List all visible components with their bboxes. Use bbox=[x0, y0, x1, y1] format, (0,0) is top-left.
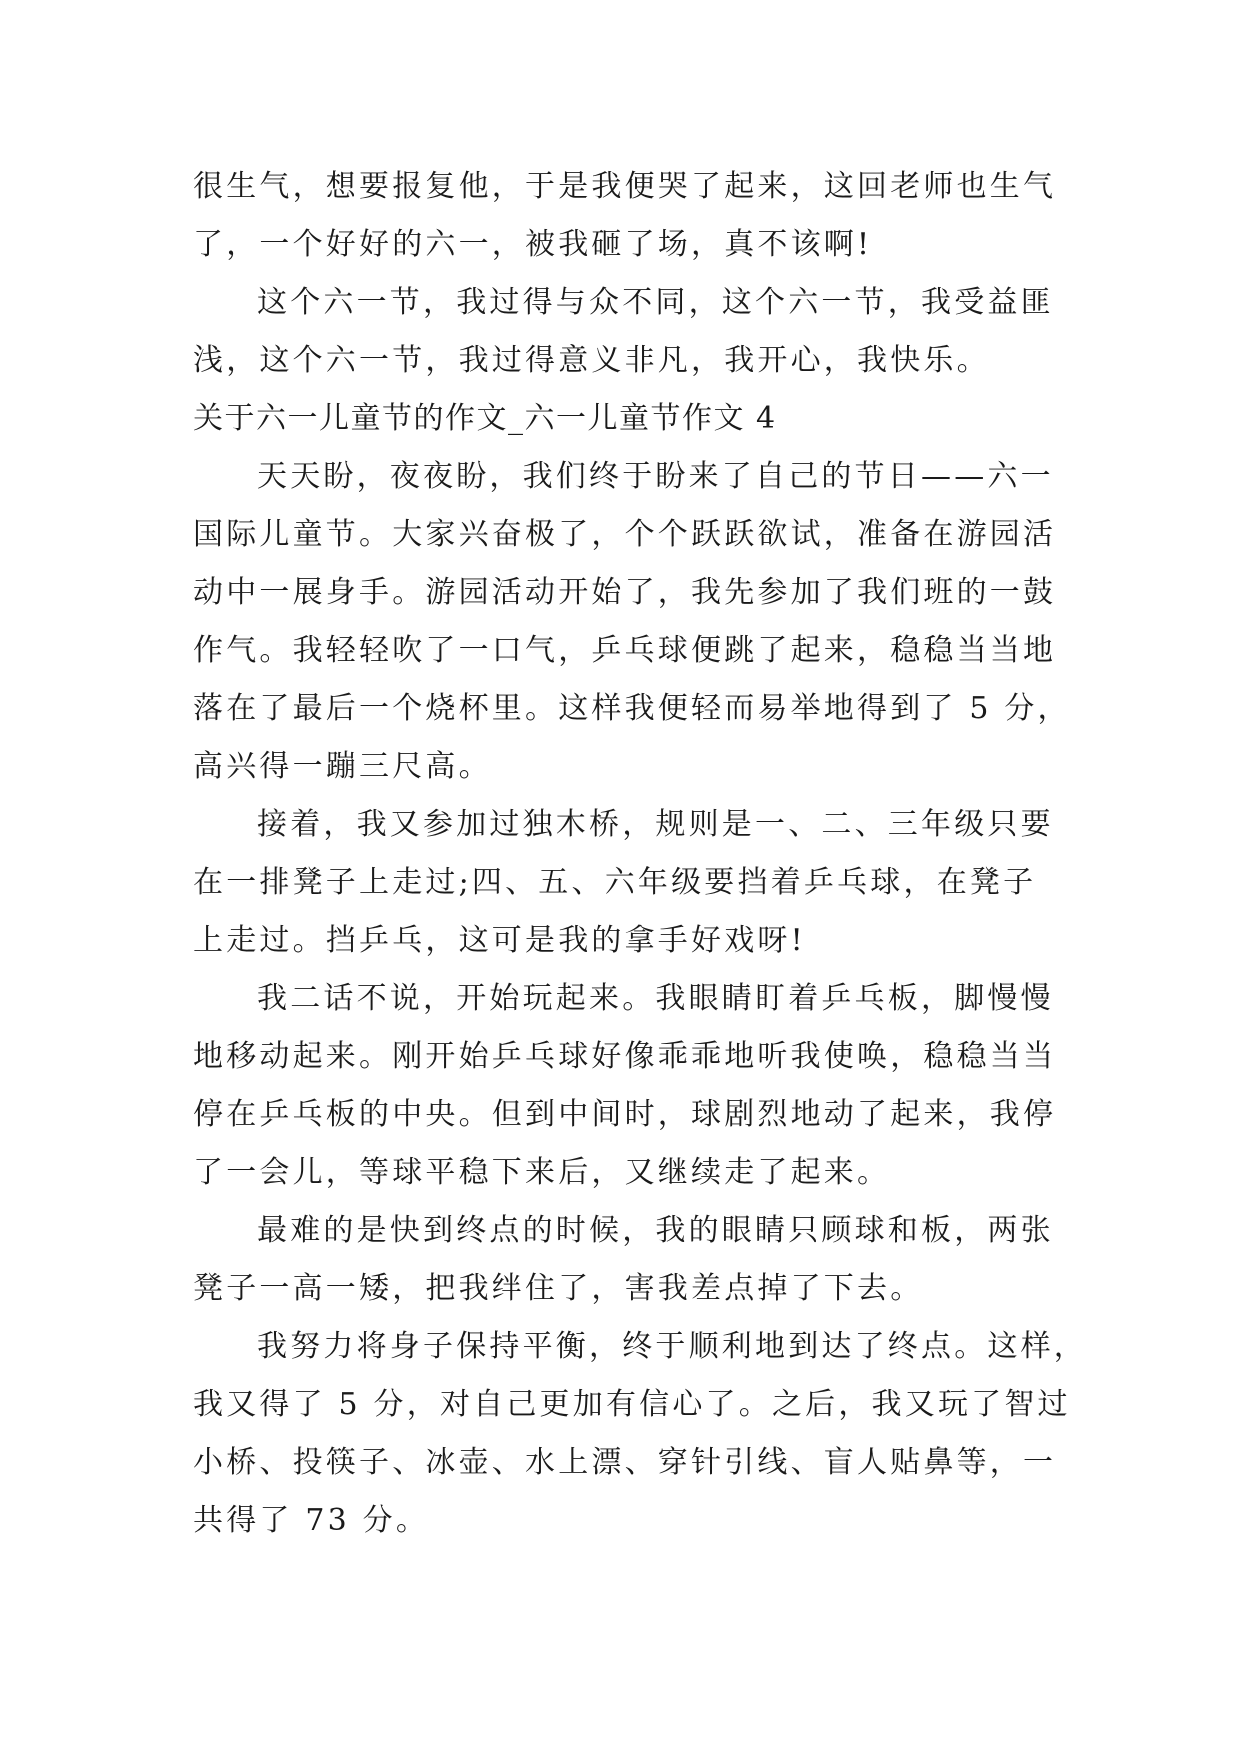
paragraph-line: 动中一展身手。游园活动开始了，我先参加了我们班的一鼓 bbox=[193, 575, 1057, 610]
paragraph-line: 落在了最后一个烧杯里。这样我便轻而易举地得到了 5 分， bbox=[193, 691, 1071, 726]
paragraph-line: 小桥、投筷子、冰壶、水上漂、穿针引线、盲人贴鼻等，一 bbox=[193, 1445, 1057, 1480]
paragraph-line: 我又得了 5 分，对自己更加有信心了。之后，我又玩了智过 bbox=[193, 1387, 1071, 1422]
paragraph-line: 浅，这个六一节，我过得意义非凡，我开心，我快乐。 bbox=[193, 343, 990, 378]
paragraph-line: 国际儿童节。大家兴奋极了，个个跃跃欲试，准备在游园活 bbox=[193, 517, 1057, 552]
paragraph-line: 接着，我又参加过独木桥，规则是一、二、三年级只要 bbox=[257, 807, 1054, 842]
paragraph-line: 作气。我轻轻吹了一口气，乒乓球便跳了起来，稳稳当当地 bbox=[193, 633, 1057, 668]
paragraph-line: 最难的是快到终点的时候，我的眼睛只顾球和板，两张 bbox=[257, 1213, 1054, 1248]
paragraph-line: 共得了 73 分。 bbox=[193, 1503, 430, 1538]
paragraph-line: 高兴得一蹦三尺高。 bbox=[193, 749, 492, 784]
paragraph-line: 了一会儿，等球平稳下来后，又继续走了起来。 bbox=[193, 1155, 891, 1190]
paragraph-line: 了，一个好好的六一，被我砸了场，真不该啊! bbox=[193, 227, 873, 262]
paragraph-line: 这个六一节，我过得与众不同，这个六一节，我受益匪 bbox=[257, 285, 1054, 320]
paragraph-line: 我二话不说，开始玩起来。我眼睛盯着乒乓板，脚慢慢 bbox=[257, 981, 1054, 1016]
article-body bbox=[193, 158, 1087, 1550]
paragraph-line: 停在乒乓板的中央。但到中间时，球剧烈地动了起来，我停 bbox=[193, 1097, 1057, 1132]
paragraph-line: 凳子一高一矮，把我绊住了，害我差点掉了下去。 bbox=[193, 1271, 924, 1306]
paragraph-line: 我努力将身子保持平衡，终于顺利地到达了终点。这样， bbox=[257, 1329, 1087, 1364]
paragraph-line: 天天盼，夜夜盼，我们终于盼来了自己的节日——六一 bbox=[257, 459, 1054, 494]
paragraph-line: 很生气，想要报复他，于是我便哭了起来，这回老师也生气 bbox=[193, 169, 1057, 204]
paragraph-line: 在一排凳子上走过;四、五、六年级要挡着乒乓球，在凳子 bbox=[193, 865, 1037, 900]
paragraph-line: 地移动起来。刚开始乒乓球好像乖乖地听我使唤，稳稳当当 bbox=[193, 1039, 1057, 1074]
paragraph-line: 上走过。挡乒乓，这可是我的拿手好戏呀! bbox=[193, 923, 806, 958]
section-title: 关于六一儿童节的作文_六一儿童节作文 4 bbox=[193, 401, 777, 436]
